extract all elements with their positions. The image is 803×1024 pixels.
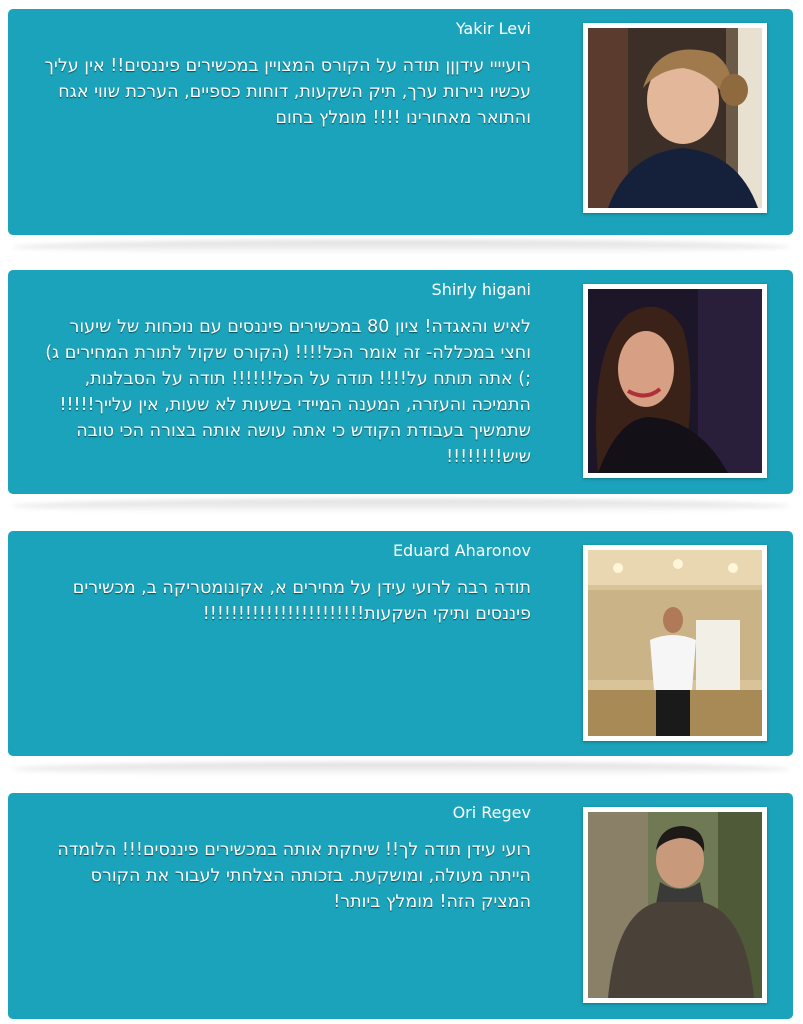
author-avatar (583, 807, 767, 1003)
testimonial-text: רועי עידן תודה לך!! שיחקת אותה במכשירים פיננסים!!! הלומדה הייתה מעולה, ומושקעת. בזכותה הצלחתי לעבור את הקורס המציק הזה! מומלץ ביותר! (57, 840, 531, 912)
testimonial-card (8, 270, 793, 494)
testimonial-text: תודה רבה לרועי עידן על מחירים א, אקונומטריקה ב, מכשירים פיננסים ותיקי השקעות!!!!!!!!!!!!!!!!!!!!!!! (72, 578, 531, 624)
person-photo-icon (588, 28, 762, 208)
author-avatar (583, 23, 767, 213)
person-photo-icon (588, 550, 762, 736)
person-photo-icon (588, 812, 762, 998)
testimonial-text: לאיש והאגדה! ציון 80 במכשירים פיננסים עם נוכחות של שיעור וחצי במכללה- זה אומר הכל!!!! (הקורס שקול לתורת המחירים ג) ;) אתה תותח על!!!! תודה על הכל!!!!!! תודה על הסבלנות, התמיכה והעזרה, המענה המיידי בשעות לא שעות, אין עלייך!!!!! שתמשיך בעבודת הקודש כי אתה עושה אותה בצורה הכי טובה שיש!!!!!!!! (45, 317, 531, 467)
testimonial-card (8, 9, 793, 235)
testimonial-text: רועיייי עידןןן תודה על הקורס המצויין במכשירים פיננסים!! אין עליך עכשיו ניירות ערך, תיק השקעות, דוחות כספיים, הערכת שווי אגח והתואר מאחורינו !!!! מומלץ בחום (44, 56, 531, 128)
testimonial-card (8, 531, 793, 756)
author-name: Ori Regev (452, 803, 531, 822)
author-name: Shirly higani (431, 280, 531, 299)
author-avatar (583, 284, 767, 478)
author-name: Yakir Levi (455, 19, 531, 38)
person-photo-icon (588, 289, 762, 473)
testimonial-card (8, 793, 793, 1019)
author-name: Eduard Aharonov (392, 541, 531, 560)
author-avatar (583, 545, 767, 741)
